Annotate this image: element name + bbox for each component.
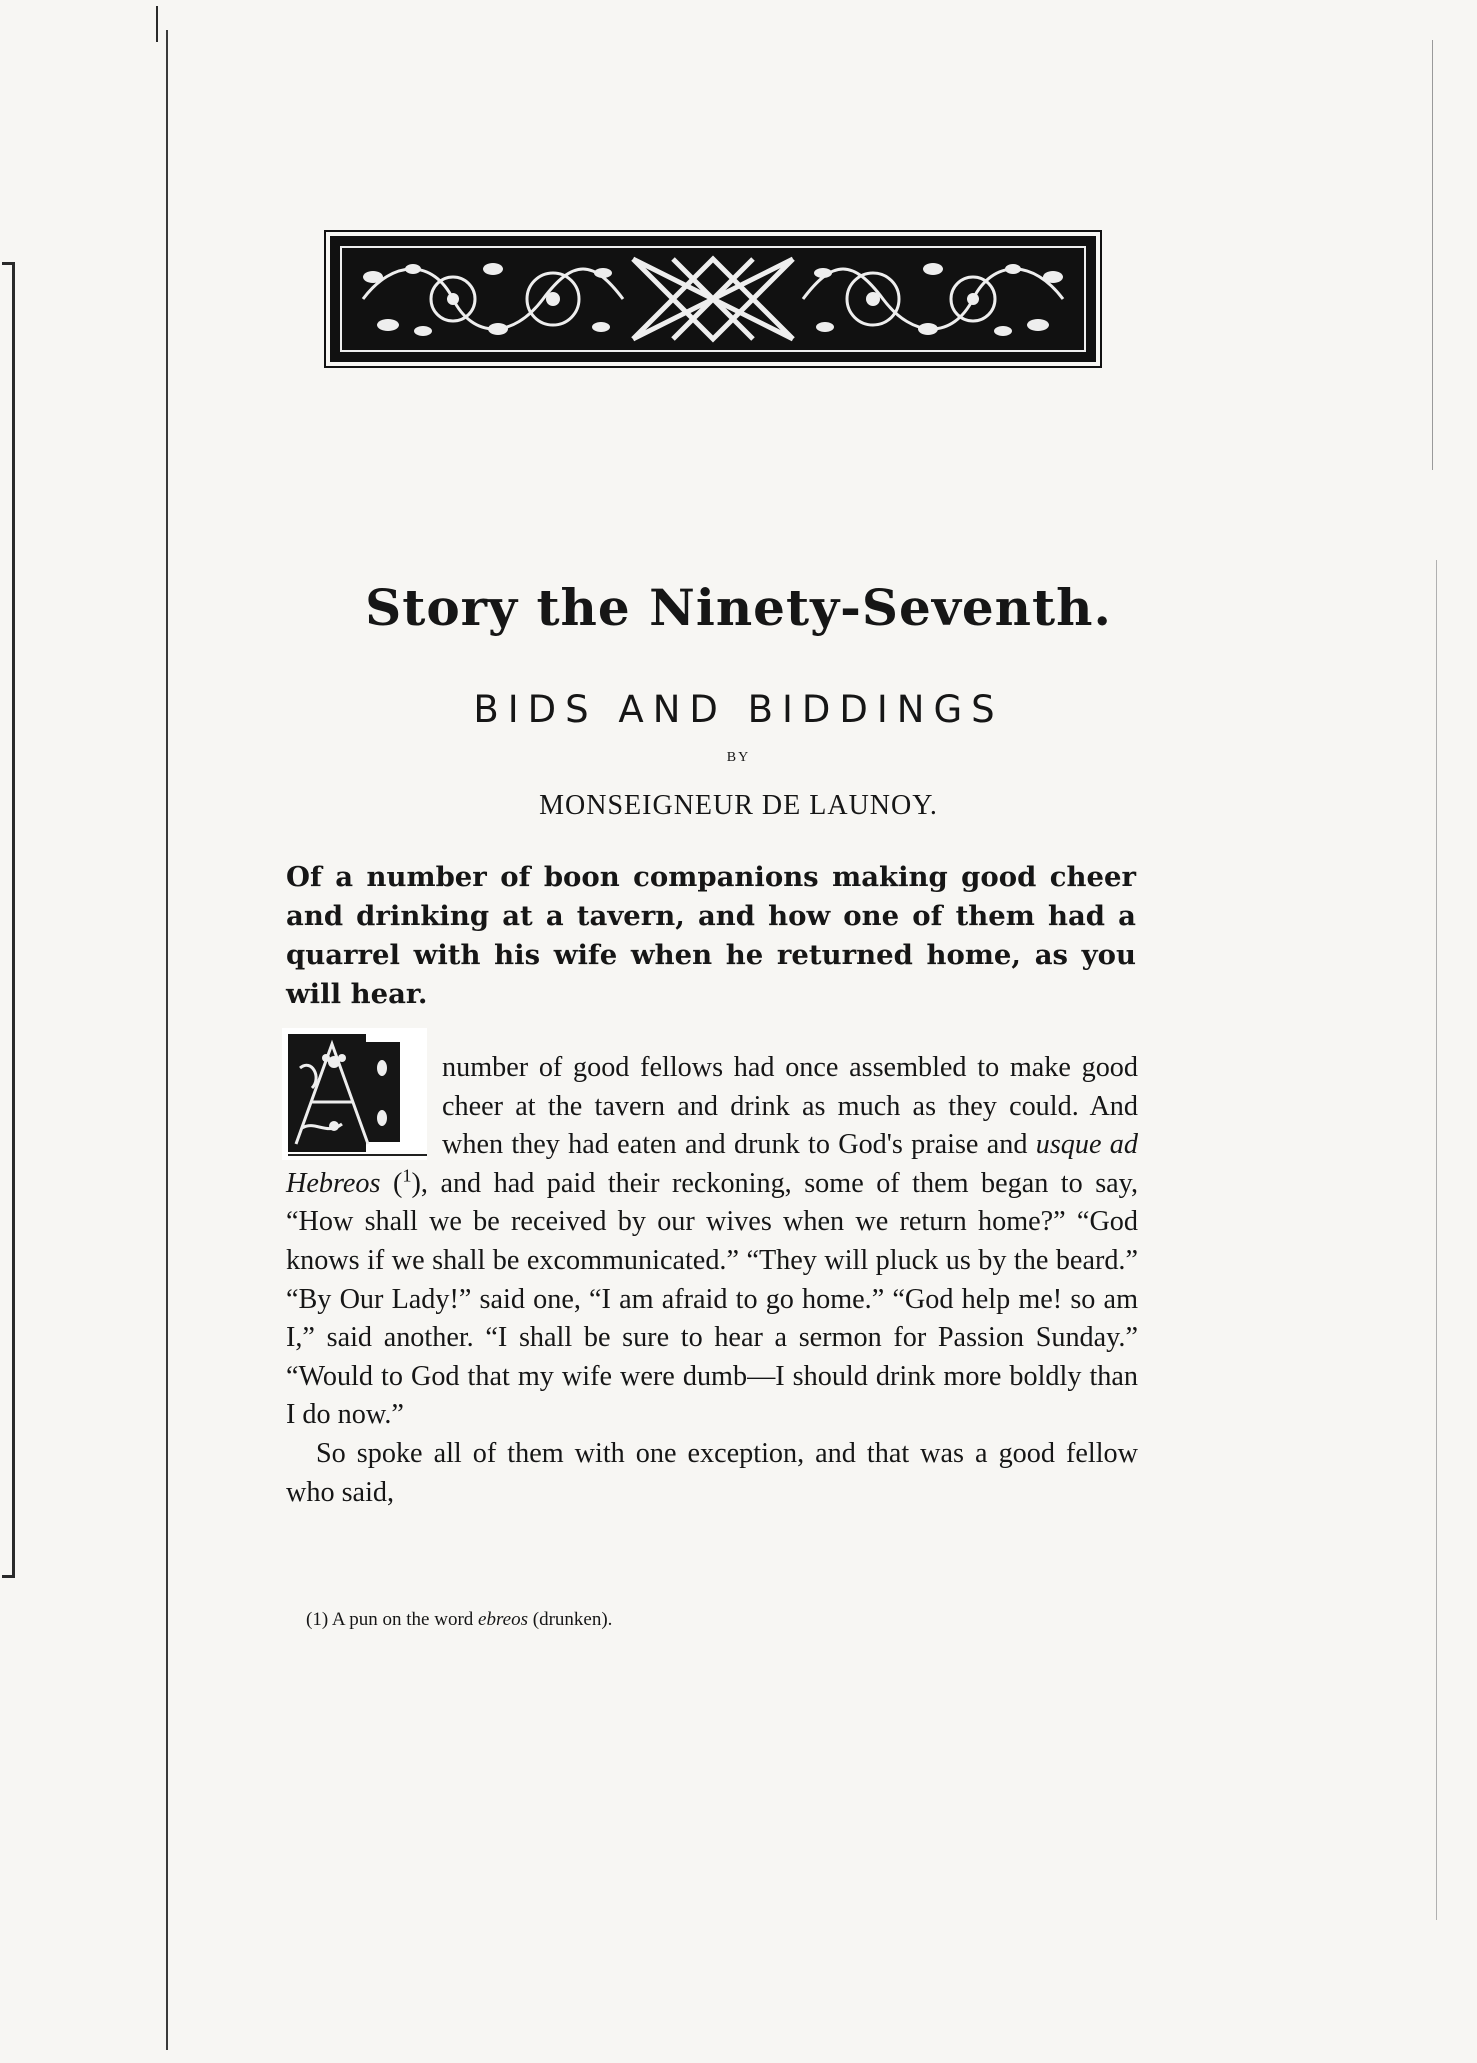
story-body <box>286 1049 1138 1512</box>
bracket-vertical <box>12 262 15 1578</box>
story-heading: Story the Ninety-Seventh. <box>365 578 1112 637</box>
story-summary: Of a number of boon companions making good cheer and drinking at a tavern, and how one of them had a quarrel with his wife when he returned home, as you will hear. <box>286 861 1136 1010</box>
footnote-marker: (1) <box>306 1609 329 1630</box>
note-ref-open: ( <box>380 1167 403 1199</box>
bracket-top-tick <box>2 262 15 265</box>
footnote-text: A pun on the word <box>328 1609 479 1630</box>
ornamental-header-band <box>330 236 1096 362</box>
page-edge-rule-top <box>156 6 158 42</box>
paragraph-2: So spoke all of them with one exception, and that was a good fellow who said, <box>286 1437 1138 1508</box>
by-label: BY <box>726 750 751 765</box>
foliage-ornament-icon <box>333 239 1093 359</box>
right-edge-rule <box>1432 40 1433 470</box>
bracket-bottom-tick <box>2 1575 15 1578</box>
paragraph-1-part-2: and had paid their reckoning, some of them began to say, “How shall we be received by our wives when we return home?” “God knows if we shall be excommunicated.” “They will pluck us by the beard.” “By Our Lady!” said one, “I am afraid to go home.” “God help me! so am I,” said another. “I shall be sure to hear a sermon for Passion Sunday.” “Would to God that my wife were dumb—I should drink more boldly than I do now.” <box>286 1167 1138 1431</box>
tale-title: BIDS AND BIDDINGS <box>473 688 1004 731</box>
paragraph-1 <box>286 1049 1138 1435</box>
note-ref-close: ), <box>411 1167 428 1199</box>
footnote-gloss: (drunken). <box>528 1609 613 1630</box>
footnote-latin-word: ebreos <box>478 1609 528 1630</box>
author-name: MONSEIGNEUR DE LAUNOY. <box>539 790 938 821</box>
page-gutter-rule <box>166 30 168 2050</box>
paragraph-1-part-1: number of good fellows had once assembled to make good cheer at the tavern and drink as much as they could. And when they had eaten and drunk to God's praise and <box>442 1052 1138 1161</box>
footnote-reference: 1 <box>402 1165 412 1186</box>
latin-phrase: usque ad Hebreos <box>286 1129 1138 1199</box>
footnote <box>306 1609 1136 1631</box>
